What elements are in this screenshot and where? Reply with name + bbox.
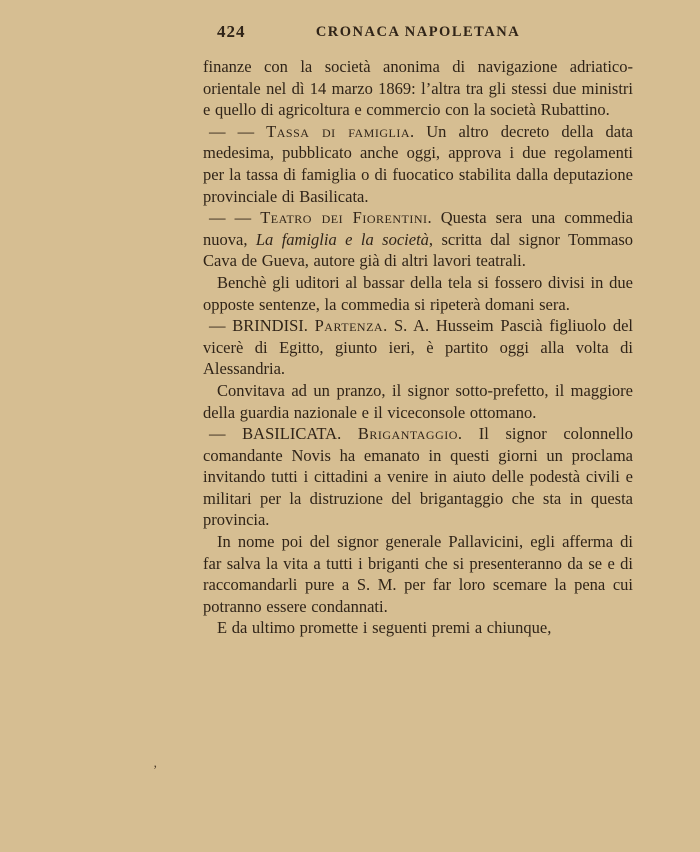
- page-number: 424: [217, 22, 246, 41]
- text-run: . Il signor colonnello comandante Novis ha emanato in questi giorni un proclama invitando tutti i cittadini a venire in aiuto delle podestà civili e militari per la distruzione del brigantaggio che sta in questa provincia.: [203, 424, 633, 530]
- text-run: Benchè gli uditori al bassar della tela si fossero divisi in due opposte sentenze, la commedia si ripeterà domani sera.: [203, 272, 633, 314]
- text-run: — —: [209, 208, 261, 228]
- text-run: In nome poi del signor generale Pallavicini, egli afferma di far salva la vita a tutti i briganti che si presenteranno da se e di raccomandarli pure a S. M. per far loro scemare la pena cui potranno essere condannati.: [203, 532, 633, 616]
- text-run: . Un altro decreto della data medesima, pubblicato anche oggi, approva i due regolamenti per la tassa di famiglia o di fuocatico stabilita dalla deputazione provinciale di Basilicata.: [203, 121, 633, 206]
- page-content: [203, 22, 633, 639]
- text-run: , scritta dal signor Tommaso Cava de Gueva, autore già di altri lavori teatrali.: [203, 229, 633, 271]
- paragraph: [203, 56, 633, 121]
- paragraph: [203, 617, 633, 639]
- paragraph: [203, 423, 633, 531]
- text-run: E da ultimo promette i seguenti premi a chiunque,: [217, 618, 552, 638]
- paragraph: [203, 531, 633, 617]
- paragraph: [203, 272, 633, 315]
- text-run: Tassa di famiglia: [266, 121, 410, 141]
- text-run: — BASILICATA.: [209, 424, 358, 444]
- text-block: [203, 56, 633, 639]
- text-run: . S. A. Husseim Pascià figliuolo del vicerè di Egitto, giunto ieri, è partito oggi alla volta di Alessandria.: [203, 316, 633, 379]
- page-header: [203, 22, 633, 44]
- text-run: La famiglia e la società: [255, 229, 429, 249]
- text-run: Convitava ad un pranzo, il signor sotto-prefetto, il maggiore della guardia nazionale e il viceconsole ottomano.: [203, 380, 633, 422]
- text-run: — BRINDISI.: [209, 316, 315, 336]
- text-run: . Questa sera una commedia nuova,: [203, 208, 633, 249]
- text-run: Brigantaggio: [357, 424, 458, 444]
- paragraph: [203, 315, 633, 380]
- paragraph: [203, 380, 633, 423]
- paragraph: [203, 207, 633, 272]
- running-title: CRONACA NAPOLETANA: [315, 24, 521, 40]
- text-run: — —: [209, 121, 267, 141]
- text-run: finanze con la società anonima di navigazione adriatico-orientale nel dì 14 marzo 1869: l’altra tra gli stessi due ministri e quello di agricoltura e commercio con la società Rubattino.: [203, 57, 633, 120]
- text-run: Partenza: [314, 316, 384, 336]
- ink-speck: ’: [153, 762, 158, 777]
- paragraph: [203, 121, 633, 207]
- text-run: Teatro dei Fiorentini: [260, 208, 428, 228]
